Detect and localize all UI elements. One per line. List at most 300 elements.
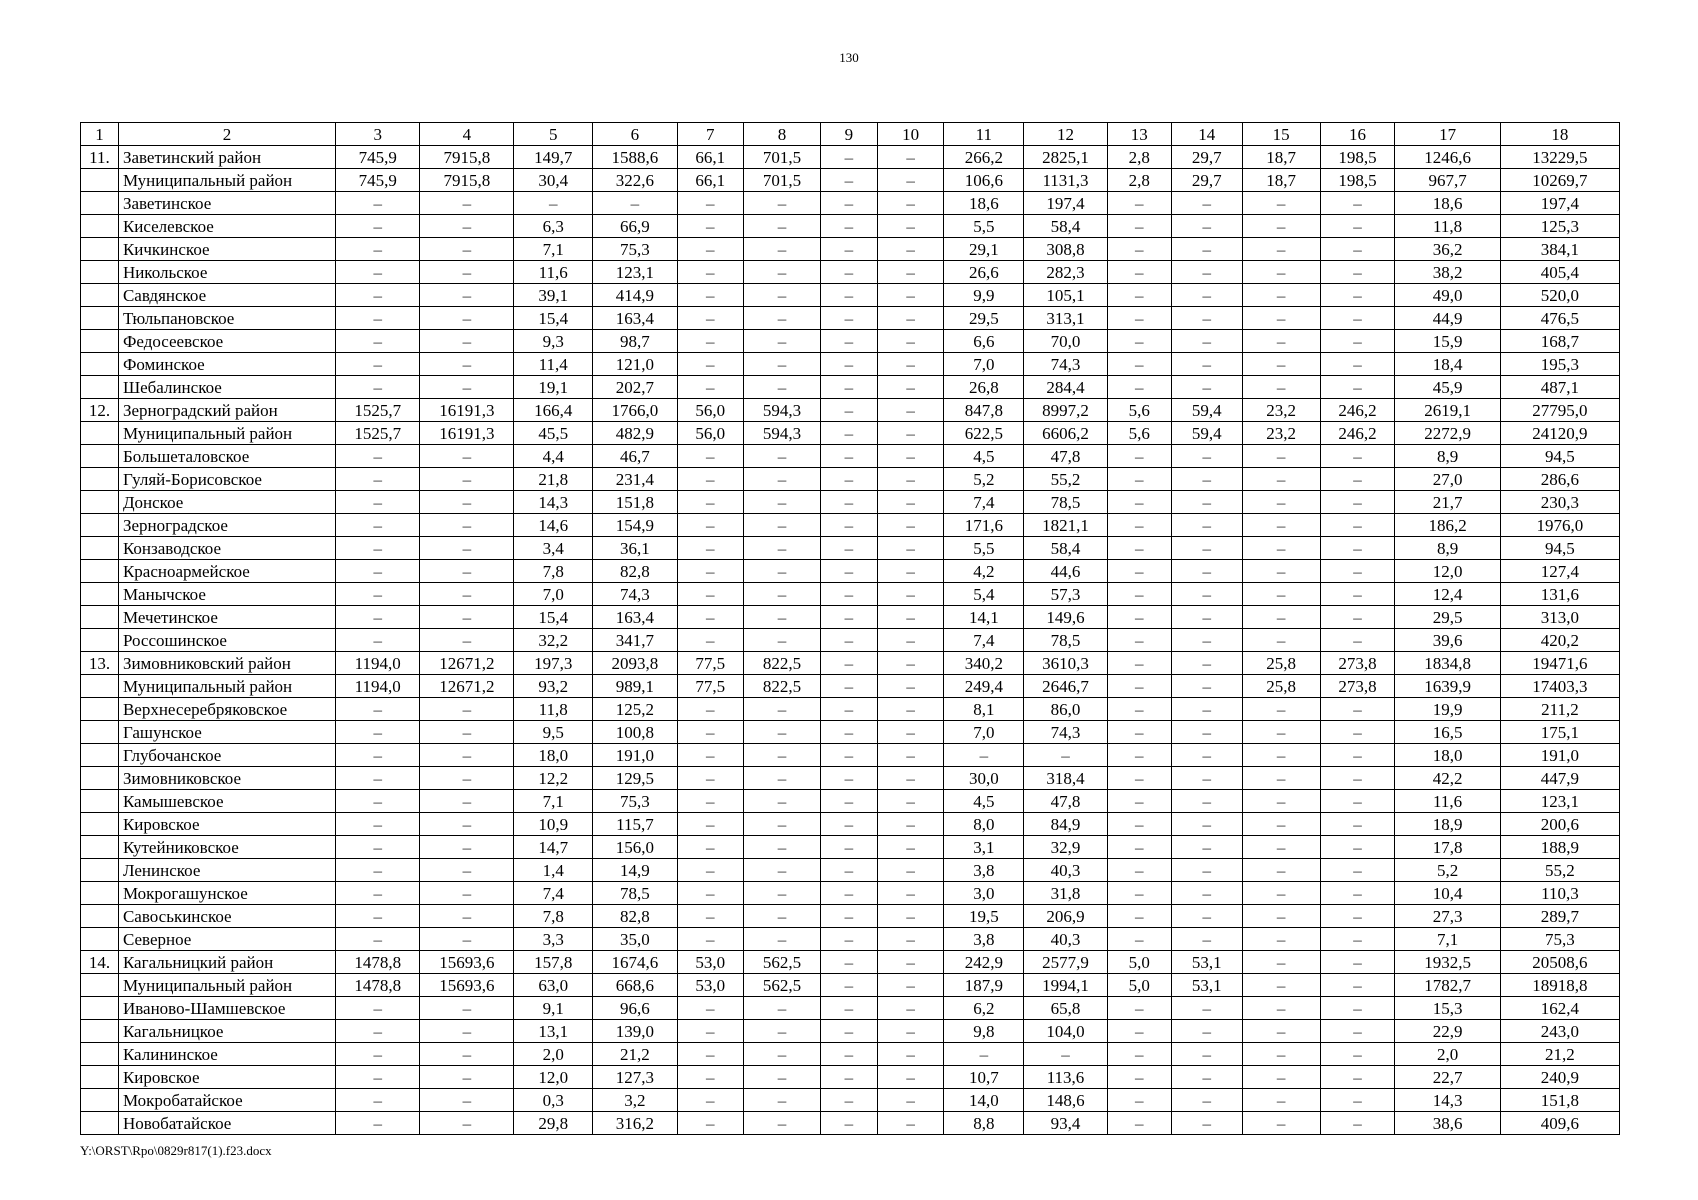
- column-header: 3: [336, 123, 420, 146]
- table-row: [81, 698, 1620, 721]
- row-number-cell: [81, 1043, 119, 1066]
- value-cell: –: [336, 928, 420, 951]
- value-cell: 240,9: [1500, 1066, 1619, 1089]
- value-cell: 2093,8: [593, 652, 677, 675]
- value-cell: –: [1171, 1112, 1242, 1135]
- value-cell: 149,7: [514, 146, 593, 169]
- value-cell: 125,3: [1500, 215, 1619, 238]
- value-cell: 246,2: [1320, 399, 1395, 422]
- value-cell: 7,4: [514, 882, 593, 905]
- value-cell: –: [1107, 1020, 1171, 1043]
- value-cell: –: [1320, 836, 1395, 859]
- value-cell: –: [1242, 836, 1320, 859]
- column-header: 17: [1395, 123, 1500, 146]
- value-cell: –: [820, 583, 877, 606]
- value-cell: –: [1171, 468, 1242, 491]
- value-cell: –: [744, 192, 821, 215]
- value-cell: 12,0: [514, 1066, 593, 1089]
- value-cell: –: [877, 491, 943, 514]
- value-cell: –: [677, 859, 743, 882]
- value-cell: –: [677, 353, 743, 376]
- value-cell: –: [420, 261, 514, 284]
- value-cell: –: [1320, 721, 1395, 744]
- value-cell: –: [1107, 307, 1171, 330]
- value-cell: –: [1320, 491, 1395, 514]
- value-cell: –: [677, 813, 743, 836]
- value-cell: 188,9: [1500, 836, 1619, 859]
- value-cell: 11,6: [514, 261, 593, 284]
- value-cell: 44,9: [1395, 307, 1500, 330]
- footer-file-path: Y:\ORST\Rpo\0829r817(1).f23.docx: [80, 1143, 272, 1158]
- value-cell: –: [820, 330, 877, 353]
- value-cell: 15,4: [514, 307, 593, 330]
- value-cell: –: [1320, 974, 1395, 997]
- value-cell: –: [820, 399, 877, 422]
- value-cell: –: [677, 560, 743, 583]
- row-number-cell: [81, 675, 119, 698]
- value-cell: 5,6: [1107, 422, 1171, 445]
- row-number-cell: [81, 583, 119, 606]
- value-cell: 78,5: [1024, 629, 1107, 652]
- value-cell: –: [677, 445, 743, 468]
- name-cell: Красноармейское: [118, 560, 335, 583]
- value-cell: 1194,0: [336, 675, 420, 698]
- value-cell: –: [1320, 1066, 1395, 1089]
- value-cell: –: [1242, 491, 1320, 514]
- value-cell: –: [744, 767, 821, 790]
- value-cell: –: [420, 376, 514, 399]
- value-cell: –: [1024, 1043, 1107, 1066]
- name-cell: Новобатайское: [118, 1112, 335, 1135]
- value-cell: 18,7: [1242, 169, 1320, 192]
- table-row: [81, 629, 1620, 652]
- value-cell: –: [744, 1043, 821, 1066]
- value-cell: –: [820, 169, 877, 192]
- name-cell: Ленинское: [118, 859, 335, 882]
- value-cell: 1932,5: [1395, 951, 1500, 974]
- value-cell: 1478,8: [336, 974, 420, 997]
- value-cell: –: [1171, 1020, 1242, 1043]
- value-cell: –: [1107, 284, 1171, 307]
- value-cell: –: [820, 491, 877, 514]
- value-cell: –: [420, 353, 514, 376]
- value-cell: 26,8: [944, 376, 1024, 399]
- value-cell: –: [1171, 721, 1242, 744]
- name-cell: Иваново-Шамшевское: [118, 997, 335, 1020]
- value-cell: –: [1320, 468, 1395, 491]
- table-body: [81, 146, 1620, 1135]
- value-cell: 9,9: [944, 284, 1024, 307]
- value-cell: –: [420, 330, 514, 353]
- value-cell: 1194,0: [336, 652, 420, 675]
- value-cell: –: [336, 836, 420, 859]
- value-cell: –: [1320, 238, 1395, 261]
- value-cell: –: [820, 353, 877, 376]
- value-cell: –: [677, 928, 743, 951]
- value-cell: –: [420, 514, 514, 537]
- value-cell: –: [336, 537, 420, 560]
- value-cell: –: [1171, 997, 1242, 1020]
- value-cell: 15693,6: [420, 951, 514, 974]
- table-row: [81, 675, 1620, 698]
- value-cell: 74,3: [1024, 353, 1107, 376]
- value-cell: 70,0: [1024, 330, 1107, 353]
- value-cell: 668,6: [593, 974, 677, 997]
- value-cell: 113,6: [1024, 1066, 1107, 1089]
- value-cell: –: [820, 767, 877, 790]
- value-cell: –: [744, 836, 821, 859]
- value-cell: –: [677, 767, 743, 790]
- value-cell: 46,7: [593, 445, 677, 468]
- value-cell: –: [1242, 307, 1320, 330]
- table-row: [81, 307, 1620, 330]
- value-cell: 14,1: [944, 606, 1024, 629]
- value-cell: 476,5: [1500, 307, 1619, 330]
- value-cell: 127,3: [593, 1066, 677, 1089]
- value-cell: –: [1320, 261, 1395, 284]
- value-cell: 7915,8: [420, 146, 514, 169]
- value-cell: –: [1242, 445, 1320, 468]
- value-cell: 8,9: [1395, 537, 1500, 560]
- value-cell: –: [1107, 767, 1171, 790]
- value-cell: –: [820, 721, 877, 744]
- value-cell: –: [744, 215, 821, 238]
- value-cell: –: [1242, 790, 1320, 813]
- row-number-cell: [81, 1066, 119, 1089]
- value-cell: –: [1107, 238, 1171, 261]
- value-cell: 8997,2: [1024, 399, 1107, 422]
- table-header-row: [81, 123, 1620, 146]
- value-cell: 14,6: [514, 514, 593, 537]
- value-cell: –: [944, 1043, 1024, 1066]
- value-cell: –: [1320, 882, 1395, 905]
- value-cell: –: [1107, 514, 1171, 537]
- value-cell: –: [420, 790, 514, 813]
- name-cell: Тюльпановское: [118, 307, 335, 330]
- value-cell: –: [420, 836, 514, 859]
- row-number-cell: [81, 974, 119, 997]
- value-cell: 18,6: [1395, 192, 1500, 215]
- value-cell: 1588,6: [593, 146, 677, 169]
- value-cell: –: [514, 192, 593, 215]
- value-cell: –: [1171, 330, 1242, 353]
- value-cell: 2,0: [514, 1043, 593, 1066]
- value-cell: 562,5: [744, 974, 821, 997]
- value-cell: –: [877, 192, 943, 215]
- value-cell: –: [1320, 1043, 1395, 1066]
- table-row: [81, 859, 1620, 882]
- value-cell: –: [877, 675, 943, 698]
- column-header: 15: [1242, 123, 1320, 146]
- value-cell: –: [420, 238, 514, 261]
- value-cell: 4,5: [944, 445, 1024, 468]
- value-cell: 7,1: [514, 238, 593, 261]
- value-cell: 58,4: [1024, 537, 1107, 560]
- value-cell: –: [1171, 238, 1242, 261]
- value-cell: –: [744, 606, 821, 629]
- value-cell: –: [1320, 951, 1395, 974]
- value-cell: –: [744, 859, 821, 882]
- value-cell: 562,5: [744, 951, 821, 974]
- value-cell: 66,1: [677, 146, 743, 169]
- value-cell: –: [1171, 629, 1242, 652]
- name-cell: Заветинское: [118, 192, 335, 215]
- value-cell: 3,8: [944, 859, 1024, 882]
- value-cell: –: [1024, 744, 1107, 767]
- value-cell: 187,9: [944, 974, 1024, 997]
- value-cell: –: [877, 353, 943, 376]
- value-cell: –: [336, 238, 420, 261]
- value-cell: –: [820, 1112, 877, 1135]
- column-header: 16: [1320, 123, 1395, 146]
- value-cell: 148,6: [1024, 1089, 1107, 1112]
- value-cell: 106,6: [944, 169, 1024, 192]
- value-cell: –: [1242, 1112, 1320, 1135]
- name-cell: Кагальницкое: [118, 1020, 335, 1043]
- value-cell: 195,3: [1500, 353, 1619, 376]
- value-cell: –: [1320, 813, 1395, 836]
- value-cell: 110,3: [1500, 882, 1619, 905]
- value-cell: –: [744, 376, 821, 399]
- page-number: 130: [839, 50, 859, 65]
- value-cell: –: [744, 629, 821, 652]
- value-cell: –: [677, 1066, 743, 1089]
- value-cell: 594,3: [744, 399, 821, 422]
- value-cell: 282,3: [1024, 261, 1107, 284]
- value-cell: 9,5: [514, 721, 593, 744]
- value-cell: 75,3: [593, 238, 677, 261]
- value-cell: 745,9: [336, 169, 420, 192]
- row-number-cell: [81, 836, 119, 859]
- value-cell: 3,0: [944, 882, 1024, 905]
- value-cell: –: [1107, 192, 1171, 215]
- value-cell: –: [336, 307, 420, 330]
- value-cell: 2646,7: [1024, 675, 1107, 698]
- value-cell: –: [1107, 468, 1171, 491]
- value-cell: –: [1242, 583, 1320, 606]
- name-cell: Кагальницкий район: [118, 951, 335, 974]
- value-cell: –: [820, 284, 877, 307]
- value-cell: –: [820, 261, 877, 284]
- value-cell: –: [1242, 974, 1320, 997]
- value-cell: –: [677, 698, 743, 721]
- value-cell: –: [336, 1066, 420, 1089]
- value-cell: –: [744, 698, 821, 721]
- value-cell: 98,7: [593, 330, 677, 353]
- value-cell: –: [336, 514, 420, 537]
- value-cell: –: [744, 238, 821, 261]
- value-cell: 12671,2: [420, 652, 514, 675]
- table-row: [81, 1066, 1620, 1089]
- value-cell: 701,5: [744, 146, 821, 169]
- row-number-cell: [81, 284, 119, 307]
- value-cell: –: [420, 1043, 514, 1066]
- value-cell: 96,6: [593, 997, 677, 1020]
- value-cell: –: [820, 813, 877, 836]
- value-cell: 53,0: [677, 974, 743, 997]
- value-cell: –: [877, 652, 943, 675]
- value-cell: –: [1171, 560, 1242, 583]
- row-number-cell: [81, 1112, 119, 1135]
- value-cell: 22,9: [1395, 1020, 1500, 1043]
- row-number-cell: [81, 813, 119, 836]
- value-cell: –: [677, 1043, 743, 1066]
- value-cell: –: [1242, 1089, 1320, 1112]
- table-row: [81, 284, 1620, 307]
- table-row: [81, 882, 1620, 905]
- value-cell: 745,9: [336, 146, 420, 169]
- value-cell: –: [1242, 238, 1320, 261]
- value-cell: 47,8: [1024, 790, 1107, 813]
- value-cell: 9,8: [944, 1020, 1024, 1043]
- value-cell: –: [744, 537, 821, 560]
- value-cell: –: [820, 238, 877, 261]
- value-cell: –: [1107, 629, 1171, 652]
- value-cell: 2619,1: [1395, 399, 1500, 422]
- value-cell: 13,1: [514, 1020, 593, 1043]
- value-cell: 7,1: [514, 790, 593, 813]
- value-cell: 23,2: [1242, 399, 1320, 422]
- value-cell: 44,6: [1024, 560, 1107, 583]
- value-cell: –: [820, 215, 877, 238]
- table-row: [81, 261, 1620, 284]
- table-row: [81, 330, 1620, 353]
- value-cell: 1525,7: [336, 422, 420, 445]
- value-cell: –: [877, 215, 943, 238]
- table-row: [81, 215, 1620, 238]
- table-row: [81, 537, 1620, 560]
- name-cell: Киселевское: [118, 215, 335, 238]
- value-cell: 7,1: [1395, 928, 1500, 951]
- value-cell: –: [420, 813, 514, 836]
- value-cell: 242,9: [944, 951, 1024, 974]
- value-cell: –: [877, 997, 943, 1020]
- value-cell: –: [677, 721, 743, 744]
- table-row: [81, 422, 1620, 445]
- value-cell: –: [677, 997, 743, 1020]
- value-cell: 14,3: [514, 491, 593, 514]
- value-cell: –: [877, 1066, 943, 1089]
- value-cell: –: [420, 468, 514, 491]
- value-cell: –: [1171, 1043, 1242, 1066]
- table-row: [81, 376, 1620, 399]
- value-cell: –: [1320, 353, 1395, 376]
- value-cell: –: [1242, 882, 1320, 905]
- value-cell: –: [1171, 1066, 1242, 1089]
- value-cell: 10,9: [514, 813, 593, 836]
- value-cell: 186,2: [1395, 514, 1500, 537]
- value-cell: –: [1242, 330, 1320, 353]
- value-cell: –: [877, 1020, 943, 1043]
- value-cell: –: [1242, 376, 1320, 399]
- value-cell: 3,3: [514, 928, 593, 951]
- value-cell: 29,7: [1171, 146, 1242, 169]
- name-cell: Муниципальный район: [118, 169, 335, 192]
- value-cell: –: [420, 307, 514, 330]
- value-cell: 31,8: [1024, 882, 1107, 905]
- value-cell: –: [877, 744, 943, 767]
- value-cell: 19,5: [944, 905, 1024, 928]
- value-cell: 84,9: [1024, 813, 1107, 836]
- value-cell: –: [877, 583, 943, 606]
- value-cell: 75,3: [1500, 928, 1619, 951]
- value-cell: 19,9: [1395, 698, 1500, 721]
- value-cell: –: [677, 606, 743, 629]
- value-cell: 82,8: [593, 560, 677, 583]
- name-cell: Муниципальный район: [118, 974, 335, 997]
- value-cell: 27,3: [1395, 905, 1500, 928]
- row-number-cell: [81, 905, 119, 928]
- value-cell: –: [820, 675, 877, 698]
- value-cell: –: [820, 514, 877, 537]
- value-cell: 156,0: [593, 836, 677, 859]
- column-header: 6: [593, 123, 677, 146]
- column-header: 2: [118, 123, 335, 146]
- value-cell: 100,8: [593, 721, 677, 744]
- value-cell: –: [1107, 698, 1171, 721]
- value-cell: 78,5: [593, 882, 677, 905]
- value-cell: –: [1171, 583, 1242, 606]
- value-cell: 1478,8: [336, 951, 420, 974]
- row-number-cell: 13.: [81, 652, 119, 675]
- value-cell: –: [677, 376, 743, 399]
- name-cell: Зимовниковский район: [118, 652, 335, 675]
- value-cell: –: [1171, 215, 1242, 238]
- value-cell: –: [1242, 1043, 1320, 1066]
- value-cell: 78,5: [1024, 491, 1107, 514]
- value-cell: –: [820, 1043, 877, 1066]
- value-cell: –: [677, 629, 743, 652]
- row-number-cell: [81, 468, 119, 491]
- value-cell: 405,4: [1500, 261, 1619, 284]
- value-cell: 25,8: [1242, 675, 1320, 698]
- table-row: [81, 583, 1620, 606]
- value-cell: 12,0: [1395, 560, 1500, 583]
- value-cell: –: [593, 192, 677, 215]
- row-number-cell: [81, 560, 119, 583]
- value-cell: –: [1171, 698, 1242, 721]
- value-cell: –: [1171, 1089, 1242, 1112]
- table-row: [81, 491, 1620, 514]
- value-cell: 12,4: [1395, 583, 1500, 606]
- value-cell: –: [877, 1089, 943, 1112]
- value-cell: –: [744, 997, 821, 1020]
- value-cell: 5,0: [1107, 951, 1171, 974]
- value-cell: 75,3: [593, 790, 677, 813]
- column-header: 18: [1500, 123, 1619, 146]
- value-cell: –: [820, 445, 877, 468]
- row-number-cell: [81, 169, 119, 192]
- table-row: [81, 790, 1620, 813]
- value-cell: 3,2: [593, 1089, 677, 1112]
- value-cell: –: [336, 445, 420, 468]
- value-cell: –: [1171, 261, 1242, 284]
- value-cell: –: [820, 376, 877, 399]
- value-cell: 4,4: [514, 445, 593, 468]
- value-cell: 1,4: [514, 859, 593, 882]
- value-cell: 15693,6: [420, 974, 514, 997]
- value-cell: –: [1242, 744, 1320, 767]
- value-cell: 40,3: [1024, 859, 1107, 882]
- table-row: [81, 606, 1620, 629]
- value-cell: 166,4: [514, 399, 593, 422]
- value-cell: 154,9: [593, 514, 677, 537]
- value-cell: 701,5: [744, 169, 821, 192]
- value-cell: 8,1: [944, 698, 1024, 721]
- value-cell: 9,3: [514, 330, 593, 353]
- value-cell: 1821,1: [1024, 514, 1107, 537]
- value-cell: 29,5: [944, 307, 1024, 330]
